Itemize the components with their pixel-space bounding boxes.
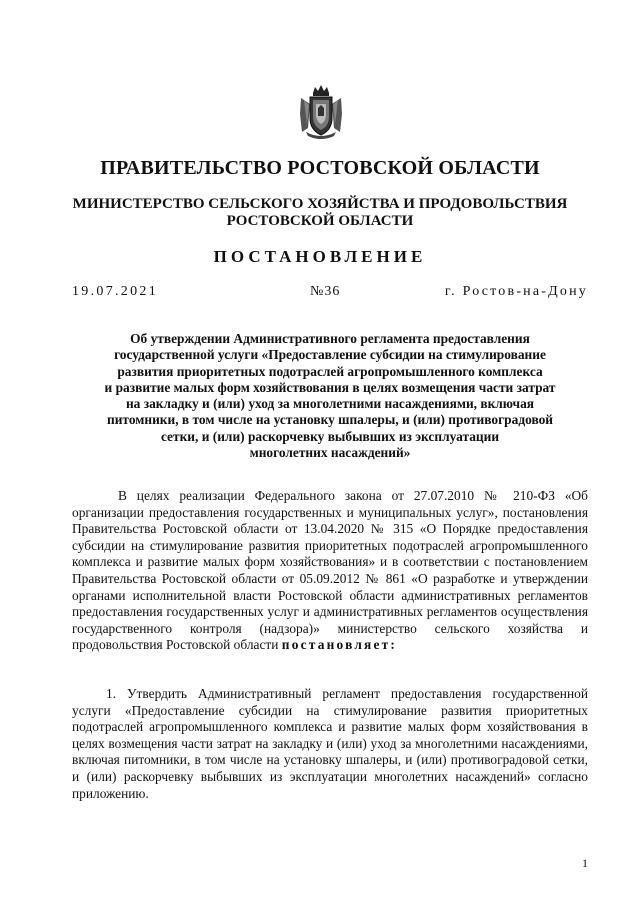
page-number: 1 (582, 856, 588, 870)
subject-line: развития приоритетных подотраслей агропромышленного комплекса (117, 363, 543, 379)
ministry-line: РОСТОВСКОЙ ОБЛАСТИ (226, 213, 414, 229)
document-type: ПОСТАНОВЛЕНИЕ (213, 247, 427, 266)
subject-line: сетки, и (или) раскорчевку выбывших из эксплуатации (160, 428, 500, 444)
rostov-oblast-coat-of-arms-icon (298, 84, 344, 140)
preamble-paragraph (72, 488, 588, 654)
subject-line: питомники, в том числе на установку шпалеры, и (или) противоградовой (106, 412, 554, 428)
subject-line: многолетних насаждений» (249, 445, 411, 461)
document-meta (72, 284, 588, 302)
subject-line: на закладку и (или) уход за многолетними насаждениями, включая (125, 396, 535, 412)
ministry-name (60, 196, 580, 230)
document-subject (72, 331, 588, 461)
subject-line: и развитие малых форм хозяйствования в целях возмещения части затрат (104, 379, 556, 395)
document-place: г. Ростов-на-Дону (444, 284, 588, 299)
decree-word: постановляет: (281, 637, 398, 653)
document-number: №36 (310, 284, 341, 299)
item-1-paragraph: 1. Утвердить Административный регламент предоставления государственной услуги «Предоставление субсидии на стимулирование развития приоритетных подотраслей агропромышленного комплекса и развитие малых форм хозяйствования в целях возмещения части затрат на закладку и (или) уход за многолетними насаждениями, включая питомники, в том числе на установку шпалеры, и (или) противоградовой сетки, и (или) раскорчевку выбывших из эксплуатации многолетних насаждений» согласно приложению. (72, 686, 588, 801)
preamble-text: В целях реализации Федерального закона от 27.07.2010 № 210-ФЗ «Об организации предоставления государственных и муниципальных услуг», постановления Правительства Ростовской области от 13.04.2020 № 315 «О Порядке предоставления субсидии на стимулирование развития приоритетных подотраслей агропромышленного комплекса и развитие малых форм хозяйствования» и в соответствии с постановлением Правительства Ростовской области от 05.09.2012 № 861 «О разработке и утверждении органами исполнительной власти Ростовской области административных регламентов предоставления государственных услуг и административных регламентов осуществления государственного контроля (надзора)» министерство сельского хозяйства и продовольствия Ростовской области (72, 488, 588, 653)
government-title: ПРАВИТЕЛЬСТВО РОСТОВСКОЙ ОБЛАСТИ (100, 157, 540, 179)
subject-line: Об утверждении Административного регламента предоставления (130, 331, 530, 346)
ministry-line: МИНИСТЕРСТВО СЕЛЬСКОГО ХОЗЯЙСТВА И ПРОДОВОЛЬСТВИЯ (72, 196, 568, 212)
document-date: 19.07.2021 (72, 284, 158, 299)
subject-line: государственной услуги «Предоставление субсидии на стимулирование (114, 347, 546, 363)
